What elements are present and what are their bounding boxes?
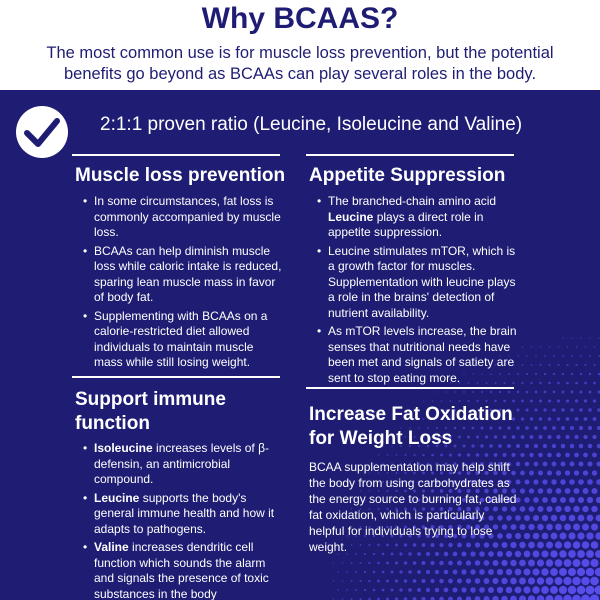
list-item: • BCAAs can help diminish muscle loss while caloric intake is reduced, sparing lean muscle mass in favor of body fat. (80, 244, 285, 306)
section-divider (306, 387, 514, 389)
bullet-bold-term: Leucine (94, 490, 140, 505)
list-item: • Leucine stimulates mTOR, which is a growth factor for muscles. Supplementation with leucine plays a role in the brains' detection of nutrient availability. (314, 244, 524, 322)
list-item (80, 491, 285, 538)
list-item: • Supplementing with BCAAs on a calorie-restricted diet allowed individuals to maintain muscle mass while still losing weight. (80, 309, 285, 371)
section-title-appetite: Appetite Suppression (309, 165, 506, 186)
section-title-muscle-loss: Muscle loss prevention (75, 165, 286, 186)
list-item: • As mTOR levels increase, the brain senses that nutritional needs have been met and signals of satiety are sent to stop eating more. (314, 324, 524, 386)
page-title: Why BCAAS? (201, 2, 399, 35)
section-title-line: for Weight Loss (309, 428, 453, 449)
immune-list (80, 441, 285, 600)
checkmark-circle-icon (16, 106, 68, 158)
bullet-text: supports the body's general immune health and how it adapts to pathogens. (94, 490, 275, 536)
bullet-bold-term: Leucine (328, 209, 374, 224)
ratio-text: 2:1:1 proven ratio (Leucine, Isoleucine and Valine) (100, 114, 523, 135)
bullet-bold-term: Valine (94, 540, 129, 554)
bullet-text: plays a direct role in appetite suppression. (328, 209, 484, 239)
list-item (314, 194, 524, 241)
section-title-line: function (75, 413, 150, 434)
page-subtitle: The most common use is for muscle loss prevention, but the potential benefits go beyond as BCAAs can play several roles in the body. (46, 44, 554, 83)
checkmark-icon (16, 106, 68, 158)
bullet-text: increases dendritic cell function which sounds the alarm and signals the presence of toxic substances in the body (94, 540, 269, 600)
content-panel (0, 90, 600, 600)
list-item (80, 441, 285, 488)
list-item (80, 540, 285, 600)
bullet-text: The branched-chain amino acid (328, 194, 497, 208)
fat-oxidation-paragraph: BCAA supplementation may help shift the body from using carbohydrates as the energy source to burning fat, called fat oxidation, which is particularly helpful for individuals trying to lose weight. (309, 460, 517, 554)
header (0, 0, 600, 90)
section-title-line: Support immune (75, 389, 226, 410)
section-divider (72, 376, 280, 378)
section-title-line: Increase Fat Oxidation (309, 404, 513, 425)
section-divider (72, 154, 280, 156)
section-title-immune (75, 388, 226, 436)
bullet-text: increases levels of β-defensin, an antimicrobial compound. (94, 441, 269, 486)
content-layer (0, 90, 600, 600)
bullet-bold-term: Isoleucine (94, 441, 153, 455)
muscle-loss-list (80, 194, 285, 374)
section-title-fat-oxidation (309, 403, 513, 451)
section-divider (306, 154, 514, 156)
list-item: • In some circumstances, fat loss is commonly accompanied by muscle loss. (80, 194, 285, 241)
appetite-list (314, 194, 524, 389)
